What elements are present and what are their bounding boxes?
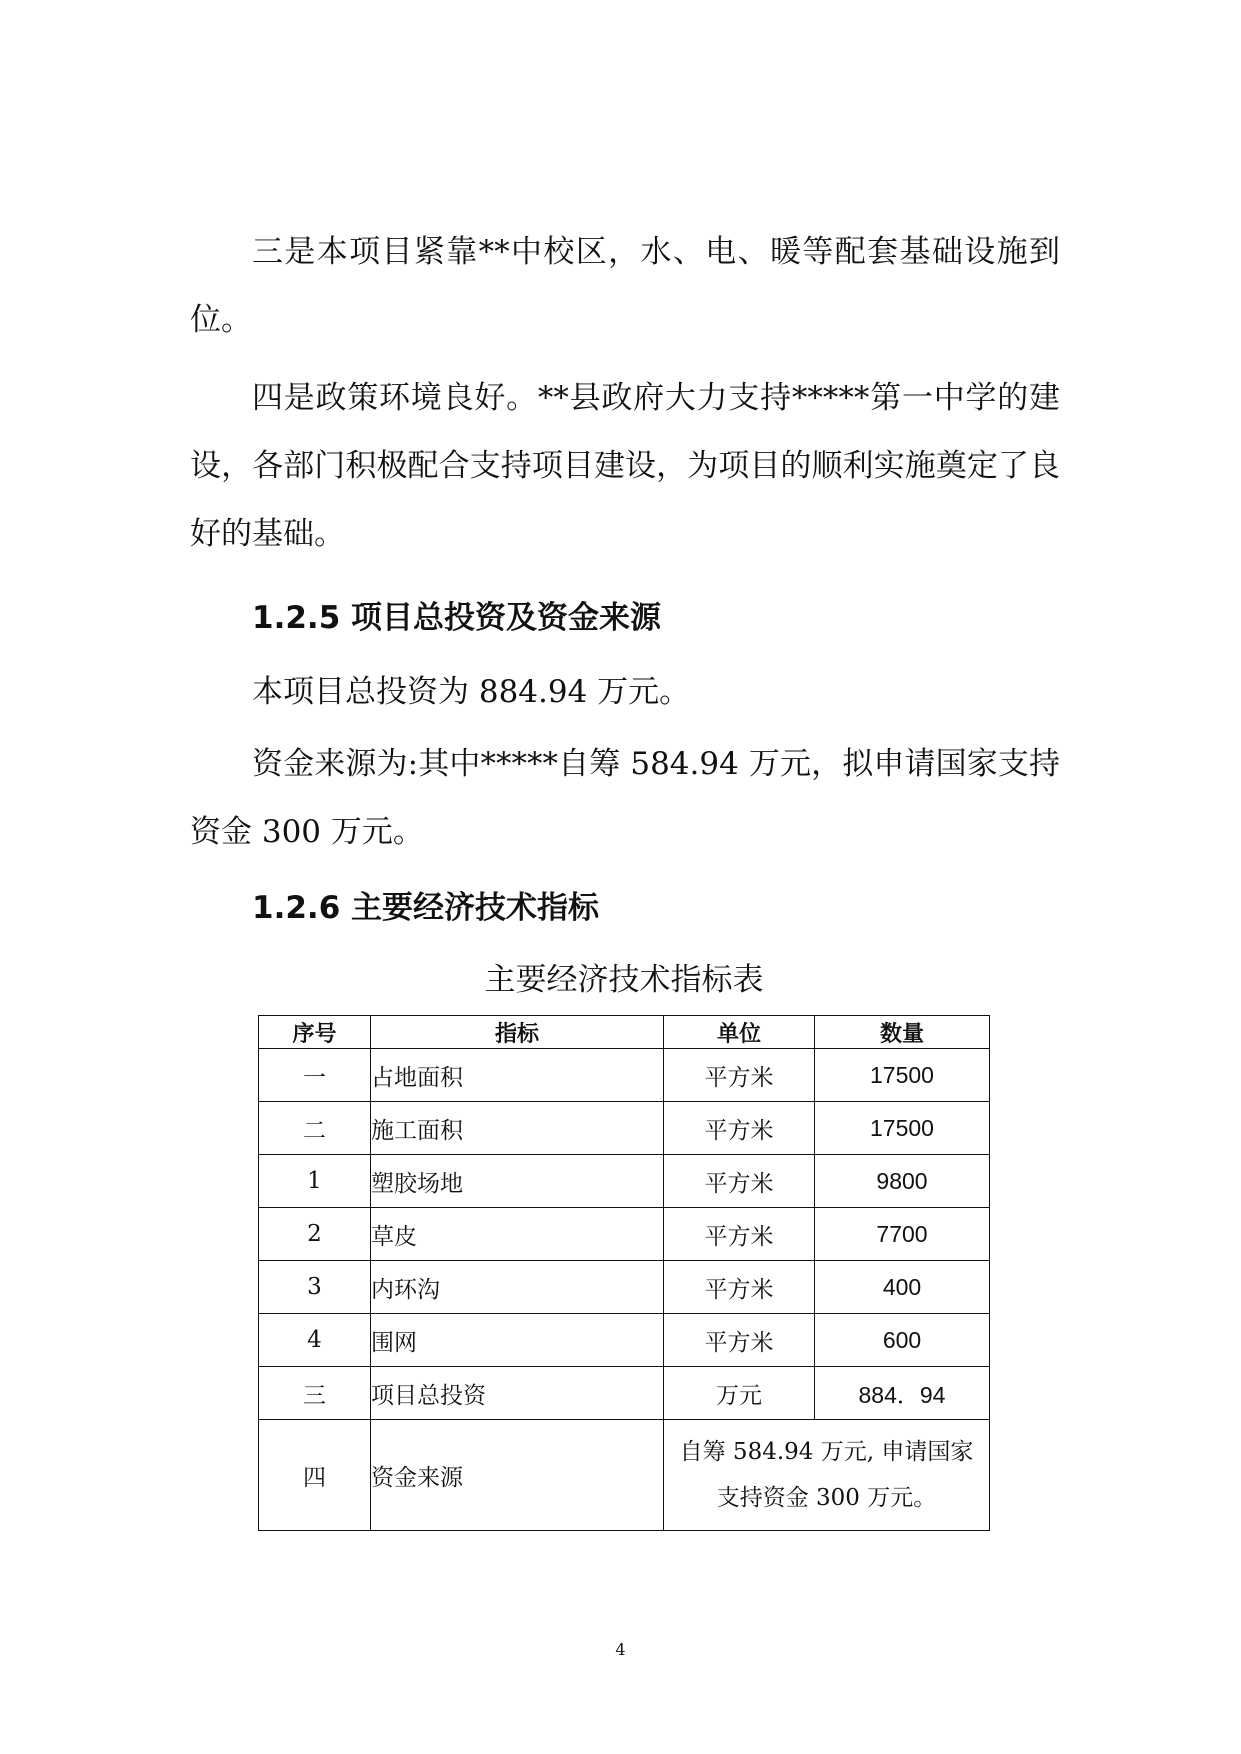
cell-no: 2 <box>259 1208 371 1261</box>
cell-fund-detail: 自筹 584.94 万元, 申请国家支持资金 300 万元。 <box>664 1420 990 1531</box>
cell-no: 一 <box>259 1049 371 1102</box>
cell-unit: 平方米 <box>664 1155 815 1208</box>
indicator-table <box>258 1015 990 1531</box>
cell-quantity: 884．94 <box>815 1367 990 1420</box>
paragraph-infrastructure: 三是本项目紧靠**中校区，水、电、暖等配套基础设施到位。 <box>190 234 1060 338</box>
table-row <box>259 1314 990 1367</box>
cell-quantity: 9800 <box>815 1155 990 1208</box>
cell-unit: 平方米 <box>664 1049 815 1102</box>
table-row-fund-source <box>259 1420 990 1531</box>
cell-no: 四 <box>259 1420 371 1531</box>
cell-indicator: 草皮 <box>371 1208 664 1261</box>
cell-unit: 平方米 <box>664 1314 815 1367</box>
heading-investment: 1.2.5 项目总投资及资金来源 <box>252 600 662 636</box>
cell-unit: 平方米 <box>664 1261 815 1314</box>
cell-quantity: 17500 <box>815 1102 990 1155</box>
table-row <box>259 1367 990 1420</box>
header-indicator: 指标 <box>371 1016 664 1049</box>
paragraph-fund-source: 资金来源为:其中*****自筹 584.94 万元，拟申请国家支持资金 300 万元。 <box>190 746 1060 850</box>
table-row <box>259 1049 990 1102</box>
page-number: 4 <box>615 1640 626 1659</box>
table-row <box>259 1208 990 1261</box>
table-row <box>259 1102 990 1155</box>
paragraph-policy: 四是政策环境良好。**县政府大力支持*****第一中学的建设，各部门积极配合支持项目建设，为项目的顺利实施奠定了良好的基础。 <box>190 380 1060 552</box>
cell-indicator: 内环沟 <box>371 1261 664 1314</box>
heading-indicators: 1.2.6 主要经济技术指标 <box>252 890 600 926</box>
cell-indicator: 占地面积 <box>371 1049 664 1102</box>
cell-indicator: 项目总投资 <box>371 1367 664 1420</box>
table-row <box>259 1155 990 1208</box>
header-quantity: 数量 <box>815 1016 990 1049</box>
cell-quantity: 600 <box>815 1314 990 1367</box>
cell-indicator: 施工面积 <box>371 1102 664 1155</box>
paragraph-total-investment: 本项目总投资为 884.94 万元。 <box>252 674 691 710</box>
cell-quantity: 7700 <box>815 1208 990 1261</box>
header-no: 序号 <box>259 1016 371 1049</box>
cell-indicator: 塑胶场地 <box>371 1155 664 1208</box>
table-row <box>259 1261 990 1314</box>
cell-unit: 平方米 <box>664 1102 815 1155</box>
cell-quantity: 400 <box>815 1261 990 1314</box>
cell-no: 3 <box>259 1261 371 1314</box>
cell-no: 二 <box>259 1102 371 1155</box>
cell-no: 4 <box>259 1314 371 1367</box>
cell-no: 三 <box>259 1367 371 1420</box>
table-caption: 主要经济技术指标表 <box>484 962 764 998</box>
cell-indicator: 围网 <box>371 1314 664 1367</box>
cell-indicator: 资金来源 <box>371 1420 664 1531</box>
cell-unit: 平方米 <box>664 1208 815 1261</box>
cell-no: 1 <box>259 1155 371 1208</box>
cell-quantity: 17500 <box>815 1049 990 1102</box>
header-unit: 单位 <box>664 1016 815 1049</box>
cell-unit: 万元 <box>664 1367 815 1420</box>
table-header-row <box>259 1016 990 1049</box>
